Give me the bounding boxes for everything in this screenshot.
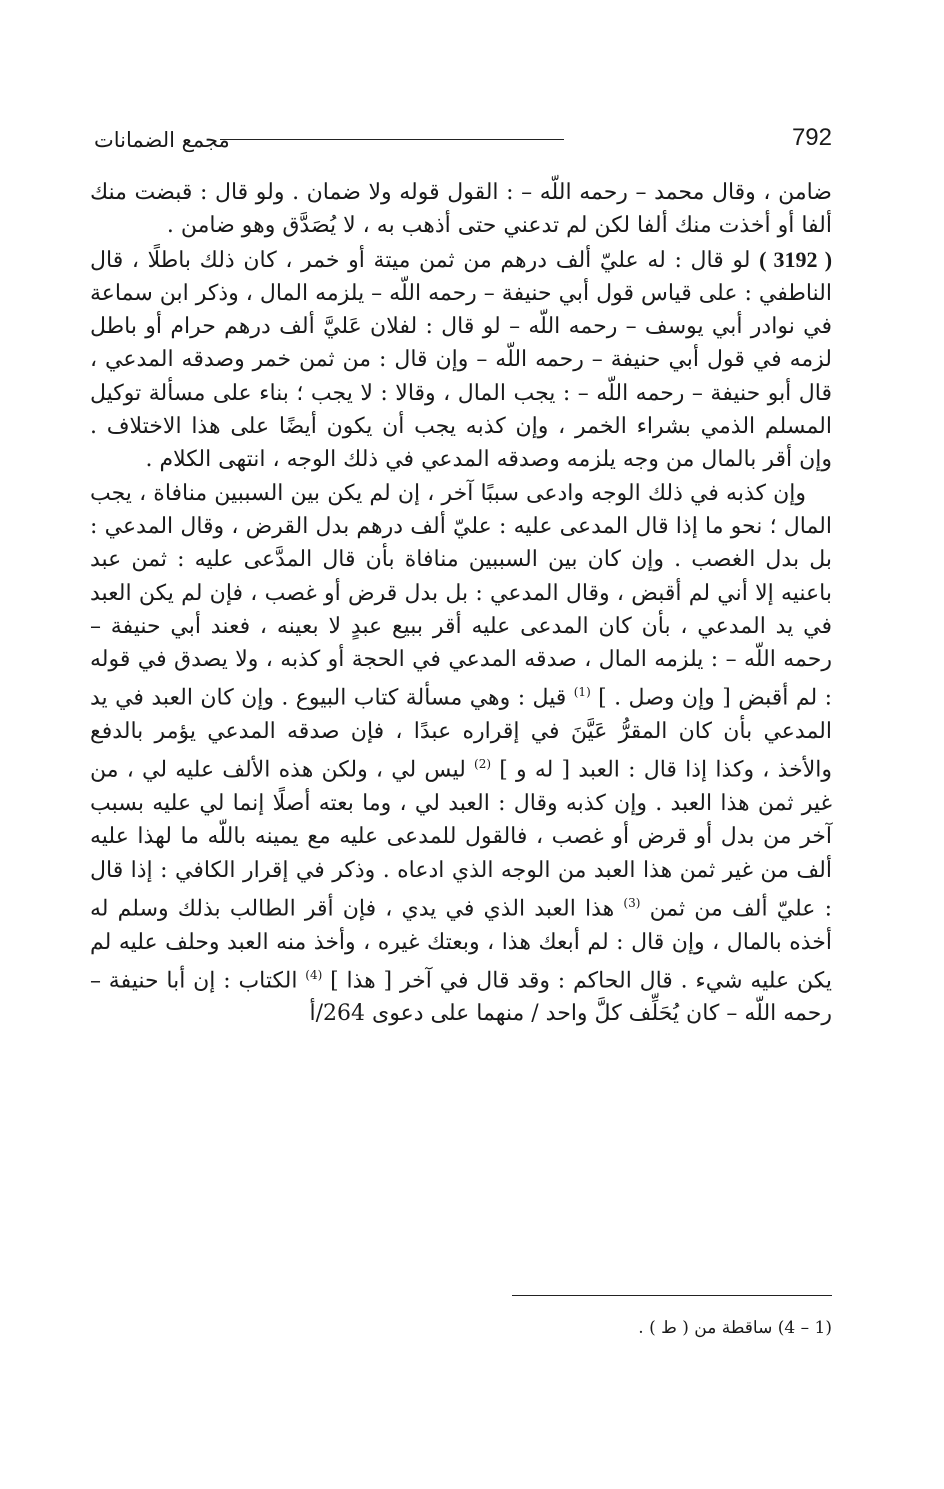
footnote-ref-1: (1) bbox=[573, 685, 591, 700]
paragraph-3-part-a: وإن كذبه في ذلك الوجه وادعى سببًا آخر ، إن لم يكن بين السببين منافاة ، يجب المال ؛ نحو ما إذا قال المدعى عليه : عليّ ألف درهم بدل القرض ، وقال المدعي : بل بدل الغصب . وإن كان بين السببين منافاة بأن قال المدَّعى عليه : ثمن عبد باعنيه إلا أني لم أقبض ، وقال المدعي : بل بدل قرض أو غصب ، فإن لم يكن العبد في يد المدعي ، بأن كان المدعى عليه أقر ببيع عبدٍ لا بعينه ، فعند أبي حنيفة – رحمه اللّه – : يلزمه المال ، صدقه المدعي في الحجة أو كذبه ، ولا يصدق في قوله : لم أقبض [ وإن وصل . ] bbox=[90, 480, 832, 711]
header-rule bbox=[220, 139, 564, 140]
book-title: مجمع الضمانات bbox=[94, 128, 230, 152]
paragraph-3-part-e: الكتاب : إن أبا حنيفة – رحمه اللّه – كان يُحَلِّف كلَّ واحد / منهما على دعوى 264/أ bbox=[90, 968, 832, 1027]
paragraph-3-part-d: هذا العبد الذي في يدي ، فإن أقر الطالب بذلك وسلم له أخذه بالمال ، وإن قال : لم أبعك هذا ، وبعتك غيره ، وأخذ منه العبد وحلف عليه لم يكن عليه شيء . قال الحاكم : وقد قال في آخر [ هذا ] bbox=[90, 896, 833, 994]
issue-number: ( 3192 ) bbox=[759, 246, 833, 272]
paragraph-2 bbox=[90, 243, 832, 477]
paragraph-3-part-c: ليس لي ، ولكن هذه الألف عليه لي ، من غير ثمن هذا العبد . وإن كذبه وقال : العبد لي ، وما بعته أصلًا إنما لي عليه بسبب آخر من بدل أو قرض أو غصب ، فالقول للمدعى عليه مع يمينه باللّه ما لهذا عليه ألف من غير ثمن هذا العبد من الوجه الذي ادعاه . وذكر في إقرار الكافي : إذا قال : عليّ ألف من ثمن bbox=[90, 757, 832, 922]
paragraph-3-part-b: قيل : وهي مسألة كتاب البيوع . وإن كان العبد في يد المدعي بأن كان المقرُّ عَيَّنَ في إقراره عبدًا ، فإن صدقه المدعي يؤمر بالدفع والأخذ ، وكذا إذا قال : العبد [ له و ] bbox=[90, 685, 833, 783]
footnote: (1 – 4) ساقطة من ( ط ) . bbox=[638, 1318, 832, 1338]
footnote-ref-2: (2) bbox=[474, 757, 492, 772]
footnote-ref-3: (3) bbox=[623, 895, 641, 910]
paragraph-2-text: لو قال : له عليّ ألف درهم من ثمن ميتة أو خمر ، كان ذلك باطلًا ، قال الناطفي : على قياس قول أبي حنيفة – رحمه اللّه – يلزمه المال ، وذكر ابن سماعة في نوادر أبي يوسف – رحمه اللّه – لو قال : لفلان عَليَّ ألف درهم حرام أو باطل لزمه في قول أبي حنيفة – رحمه اللّه – وإن قال : من ثمن خمر وصدقه المدعي ، قال أبو حنيفة – رحمه اللّه – : يجب المال ، وقالا : لا يجب ؛ بناء على مسألة توكيل المسلم الذمي بشراء الخمر ، وإن كذبه يجب أن يكون أيضًا على هذا الاختلاف . وإن أقر بالمال من وجه يلزمه وصدقه المدعي في ذلك الوجه ، انتهى الكلام . bbox=[89, 247, 832, 473]
paragraph-1: ضامن ، وقال محمد – رحمه اللّه – : القول قوله ولا ضمان . ولو قال : قبضت منك ألفا أو أخذت منك ألفا لكن لم تدعني حتى أذهب به ، لا يُصَدَّق وهو ضامن . bbox=[90, 180, 832, 239]
page-number: 792 bbox=[791, 124, 832, 151]
page-header bbox=[90, 118, 832, 162]
footnote-rule bbox=[512, 1295, 832, 1296]
footnote-ref-4: (4) bbox=[305, 967, 323, 982]
paragraph-3 bbox=[90, 477, 832, 1031]
main-text bbox=[90, 176, 832, 1031]
